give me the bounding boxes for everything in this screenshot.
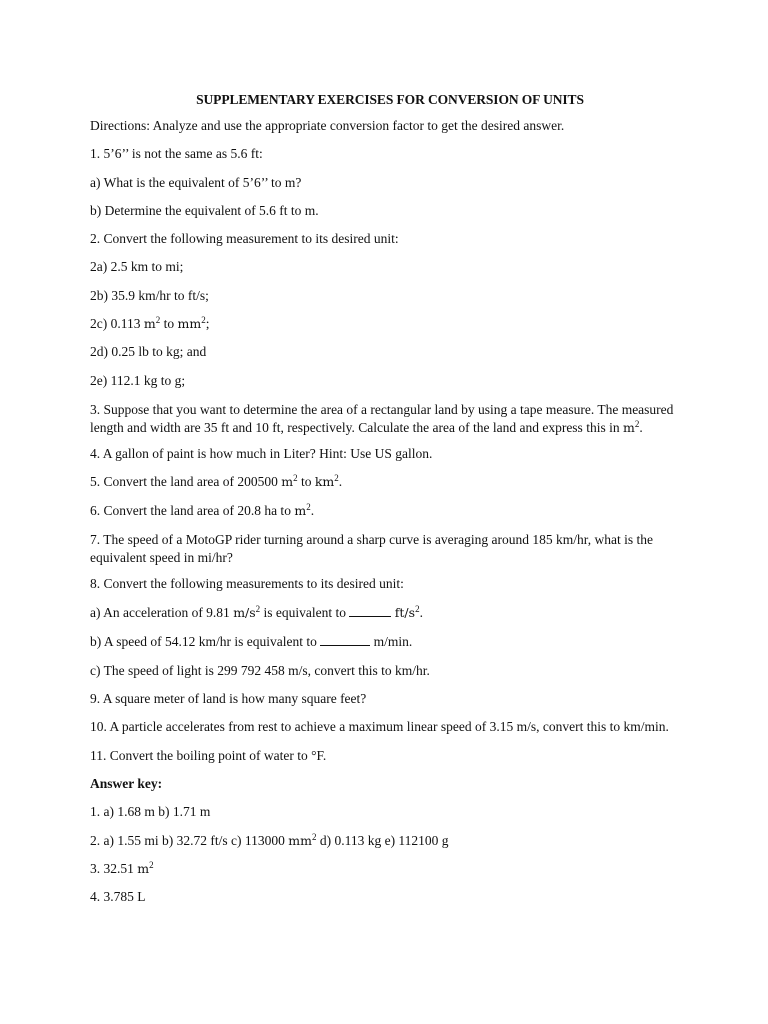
question-1a: a) What is the equivalent of 5’6’’ to m? <box>90 174 302 190</box>
document-page <box>90 92 690 917</box>
question-7: 7. The speed of a MotoGP rider turning around a sharp curve is averaging around 185 km/hr, what is the equivalent speed in mi/hr? <box>90 531 653 565</box>
question-1b: b) Determine the equivalent of 5.6 ft to m. <box>90 202 319 218</box>
question-2b: 2b) 35.9 km/hr to ft/s; <box>90 287 209 303</box>
question-11: 11. Convert the boiling point of water to °F. <box>90 747 327 763</box>
question-2e: 2e) 112.1 kg to g; <box>90 372 186 388</box>
question-6: 6. Convert the land area of 20.8 ha to $m^2$. <box>90 501 315 518</box>
answer-key-heading: Answer key: <box>90 775 163 791</box>
question-10: 10. A particle accelerates from rest to achieve a maximum linear speed of 3.15 m/s, convert this to km/min. <box>90 719 669 735</box>
question-1: 1. 5’6’’ is not the same as 5.6 ft: <box>90 146 263 162</box>
question-4: 4. A gallon of paint is how much in Liter? Hint: Use US gallon. <box>90 445 433 461</box>
document-title: SUPPLEMENTARY EXERCISES FOR CONVERSION OF UNITS <box>196 92 584 107</box>
answer-2: 2. a) 1.55 mi b) 32.72 ft/s c) 113000 $mm^2$ d) 0.113 kg e) 112100 g <box>90 831 449 848</box>
answer-1: 1. a) 1.68 m b) 1.71 m <box>90 804 211 820</box>
question-2: 2. Convert the following measurement to its desired unit: <box>90 231 399 247</box>
answer-blank <box>349 604 391 617</box>
directions: Directions: Analyze and use the appropriate conversion factor to get the desired answer. <box>90 118 565 133</box>
question-2c: 2c) 0.113 $m^2$ to $mm^2$; <box>90 315 210 332</box>
question-8a: a) An acceleration of 9.81 $m/s^2$ is equivalent to $ft/s^2$. <box>90 604 423 621</box>
question-5: 5. Convert the land area of 200500 $m^2$ to $km^2$. <box>90 473 343 490</box>
question-2a: 2a) 2.5 km to mi; <box>90 259 184 275</box>
answer-3: 3. 32.51 $m^2$ <box>90 859 154 876</box>
question-2d: 2d) 0.25 lb to kg; and <box>90 344 207 360</box>
answer-4: 4. 3.785 L <box>90 889 146 905</box>
question-8b: b) A speed of 54.12 km/hr is equivalent to m/min. <box>90 634 413 650</box>
question-3: 3. Suppose that you want to determine the area of a rectangular land by using a tape measure. The measured length and width are 35 ft and 10 ft, respectively. Calculate the area of the land and express this in $m^2$. <box>90 401 674 435</box>
question-8c: c) The speed of light is 299 792 458 m/s, convert this to km/hr. <box>90 662 430 678</box>
question-8: 8. Convert the following measurements to its desired unit: <box>90 575 404 591</box>
question-9: 9. A square meter of land is how many square feet? <box>90 691 367 707</box>
answer-blank <box>320 633 370 646</box>
